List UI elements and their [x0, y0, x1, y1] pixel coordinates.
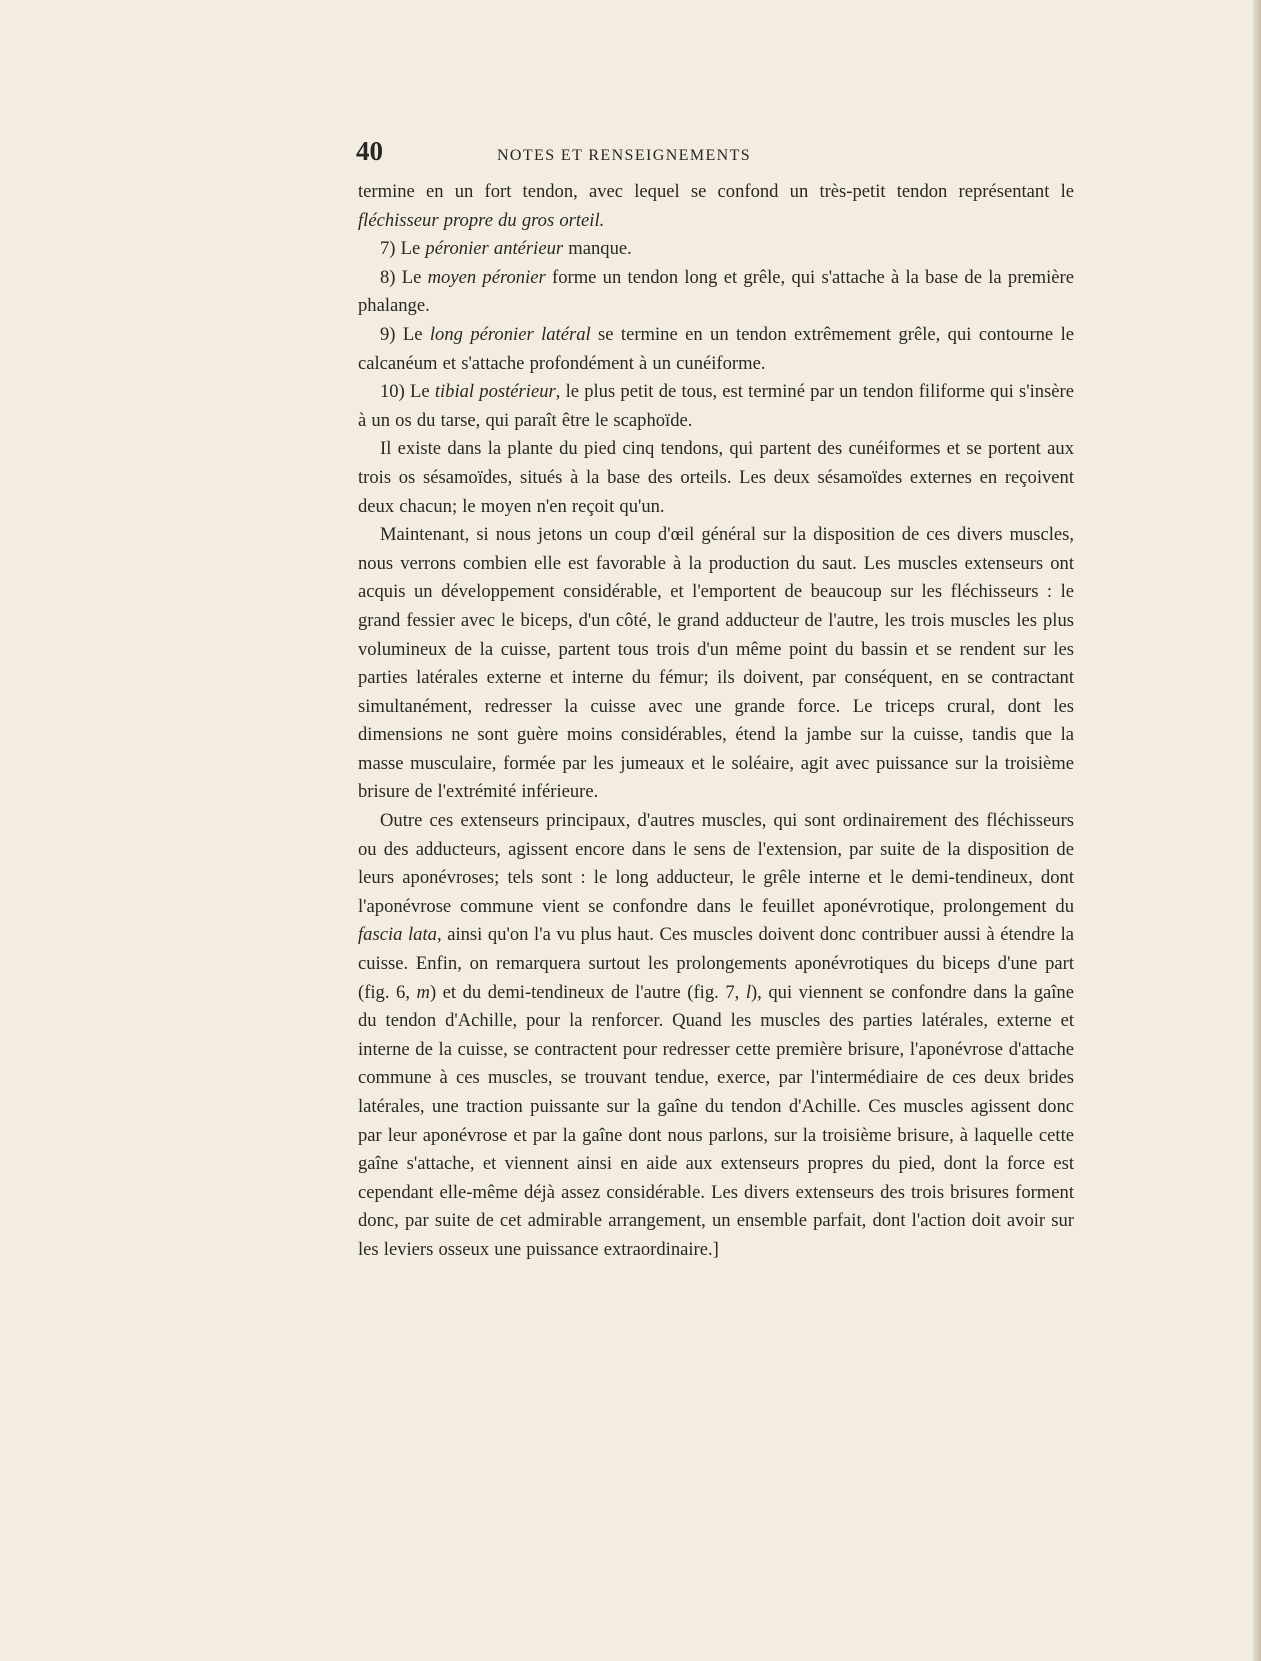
paragraph-6-text: Il existe dans la plante du pied cinq tendons, qui partent des cunéiformes et se portent aux trois os sésamoïdes, situés à la base des orteils. Les deux sésamoïdes externes en reçoivent deux chacun; le moyen n'en reçoit qu'un. [358, 438, 1074, 517]
paragraph-1-italic: fléchisseur propre du gros orteil. [358, 209, 605, 231]
paragraph-3-text-b: forme un tendon long et grêle, qui s'attache à la base de la première phalange. [358, 266, 1074, 317]
paragraph-7 [358, 521, 1074, 807]
paragraph-1-text: termine en un fort tendon, avec lequel se confond un très-petit tendon représentant le [358, 181, 1074, 202]
paragraph-2-italic: péronier antérieur [425, 238, 564, 260]
paragraph-8-italic-l: l [745, 981, 751, 1003]
paragraph-8-text-d: ), qui viennent se confondre dans la gaîne du tendon d'Achille, pour la renforcer. Quand les muscles des parties latérales, externe et interne de la cuisse, se contractent pour redresser cette première brisure, l'aponévrose d'attache commune à ces muscles, se trouvant tendue, exerce, par l'intermédiaire de ces deux brides latérales, une traction puissante sur la gaîne du tendon d'Achille. Ces muscles agissent donc par leur aponévrose et par la gaîne dont nous parlons, sur la troisième brisure, à laquelle cette gaîne s'attache, et viennent ainsi en aide aux extenseurs propres du pied, dont la force est cependant elle-même déjà assez considérable. Les divers extenseurs des trois brisures forment donc, par suite de cet admirable arrangement, un ensemble parfait, dont l'action doit avoir sur les leviers osseux une puissance extraordinaire.] [358, 981, 1074, 1260]
paragraph-8-text-c: ) et du demi-tendineux de l'autre (fig. 7, [429, 981, 746, 1003]
paragraph-5-text-b: , le plus petit de tous, est terminé par un tendon filiforme qui s'insère à un os du tarse, qui paraît être le scaphoïde. [358, 381, 1074, 431]
page-header [356, 135, 910, 175]
paragraph-8-italic-m: m [416, 981, 430, 1003]
paragraph-4-text-a: 9) Le [380, 323, 430, 345]
paragraph-5 [358, 378, 1074, 435]
paragraph-8-italic-fascia: fascia lata [358, 924, 437, 946]
paragraph-4-text-b: se termine en un tendon extrêmement grêle, qui contourne le calcanéum et s'attache profondément à un cunéiforme. [358, 323, 1074, 374]
body-text [358, 178, 1074, 1265]
paragraph-6 [358, 435, 1074, 521]
paragraph-4 [358, 321, 1074, 378]
paragraph-5-italic: tibial postérieur [434, 381, 556, 403]
paragraph-2 [358, 235, 1074, 264]
paragraph-7-text: Maintenant, si nous jetons un coup d'œil général sur la disposition de ces divers muscles, nous verrons combien elle est favorable à la production du saut. Les muscles extenseurs ont acquis un développement considérable, et l'emportent de beaucoup sur les fléchisseurs : le grand fessier avec le biceps, d'un côté, le grand adducteur de l'autre, les trois muscles les plus volumineux de la cuisse, partent tous trois d'un même point du bassin et se rendent sur les parties latérales externe et interne du fémur; ils doivent, par conséquent, en se contractant simultanément, redresser la cuisse avec une grande force. Le triceps crural, dont les dimensions ne sont guère moins considérables, étend la jambe sur la cuisse, tandis que la masse musculaire, formée par les jumeaux et le soléaire, agit avec puissance sur la troisième brisure de l'extrémité inférieure. [358, 524, 1074, 803]
paragraph-8-text-a: Outre ces extenseurs principaux, d'autres muscles, qui sont ordinairement des fléchisseurs ou des adducteurs, agissent encore dans le sens de l'extension, par suite de la disposition de leurs aponévroses; tels sont : le long adducteur, le grêle interne et le demi-tendineux, dont l'aponévrose commune vient se confondre dans le feuillet aponévrotique, prolongement du [358, 810, 1074, 917]
paragraph-8 [358, 807, 1074, 1265]
paragraph-4-italic: long péronier latéral [429, 323, 591, 345]
paragraph-3-italic: moyen péronier [427, 266, 546, 288]
paragraph-3 [358, 264, 1074, 321]
paragraph-3-text-a: 8) Le [380, 266, 428, 288]
paragraph-1 [358, 178, 1074, 235]
paragraph-5-text-a: 10) Le [380, 381, 435, 403]
paragraph-2-text-a: 7) Le [380, 238, 426, 260]
paragraph-2-text-b: manque. [563, 238, 632, 260]
page-edge-shadow [1253, 0, 1261, 1661]
running-title: NOTES ET RENSEIGNEMENTS [496, 147, 752, 164]
page-number: 40 [356, 136, 383, 166]
paragraph-8-text-b: , ainsi qu'on l'a vu plus haut. Ces muscles doivent donc contribuer aussi à étendre la cuisse. Enfin, on remarquera surtout les prolongements aponévrotiques du biceps d'une part (fig. 6, [358, 924, 1074, 1003]
